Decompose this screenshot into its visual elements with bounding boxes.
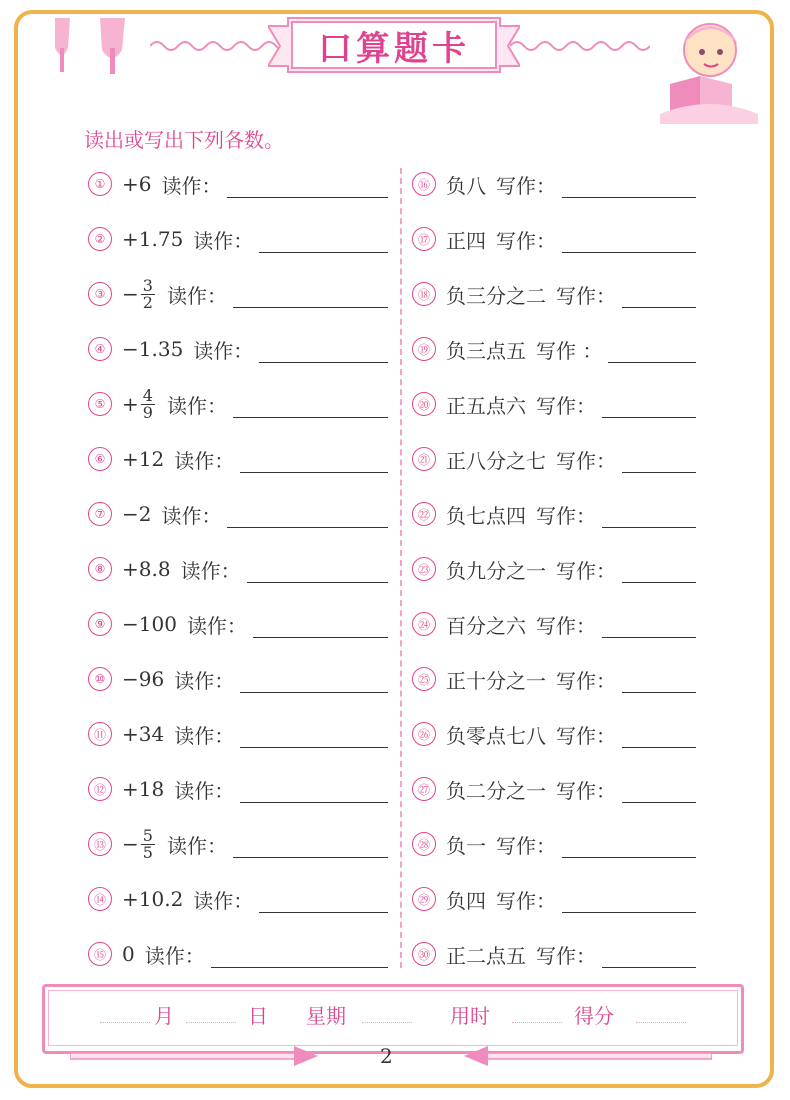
list-item (412, 934, 702, 974)
answer-blank[interactable] (622, 721, 696, 748)
number-words: 负七点四 (446, 503, 526, 528)
number-words: 负三点五 (446, 338, 526, 363)
write-as-label: 写作： (496, 228, 556, 253)
list-item (88, 329, 394, 369)
page-number: 2 (380, 1044, 393, 1068)
write-as-label: 写作： (556, 723, 616, 748)
number-expression: −100 (122, 612, 177, 636)
item-number: ⑪ (88, 722, 112, 746)
number-expression: +12 (122, 447, 165, 471)
list-item (88, 164, 394, 204)
number-expression: +18 (122, 777, 165, 801)
write-as-label: 写作： (536, 503, 596, 528)
fraction (141, 275, 155, 312)
answer-blank[interactable] (240, 776, 388, 803)
list-item (88, 659, 394, 699)
number-words: 负一 (446, 833, 486, 858)
answer-blank[interactable] (608, 336, 696, 363)
weekday-label: 星期 (306, 1004, 346, 1028)
write-as-label: 写作： (556, 448, 616, 473)
answer-blank[interactable] (622, 776, 696, 803)
answer-blank[interactable] (233, 281, 388, 308)
list-item (88, 879, 394, 919)
item-number: ⑧ (88, 557, 112, 581)
fraction (141, 385, 155, 422)
answer-blank[interactable] (622, 666, 696, 693)
fraction-denominator: 5 (142, 842, 153, 862)
read-as-label: 读作： (166, 393, 227, 418)
read-as-label: 读作： (144, 943, 205, 968)
arrow-left-icon (462, 1044, 712, 1068)
answer-blank[interactable] (562, 226, 696, 253)
number-words: 负九分之一 (446, 558, 546, 583)
answer-blank[interactable] (259, 886, 388, 913)
list-item (88, 384, 394, 424)
list-item (412, 604, 702, 644)
score-label: 得分 (574, 1004, 614, 1028)
number-words: 负零点七八 (446, 723, 546, 748)
item-number: ⑳ (412, 392, 436, 416)
number-words: 正十分之一 (446, 668, 546, 693)
answer-blank[interactable] (602, 611, 696, 638)
number-words: 负二分之一 (446, 778, 546, 803)
read-as-label: 读作： (193, 888, 254, 913)
number-expression: +34 (122, 722, 165, 746)
item-number: ㉕ (412, 667, 436, 691)
answer-blank[interactable] (622, 446, 696, 473)
item-number: ⑲ (412, 337, 436, 361)
tree-decoration-icon (40, 18, 160, 78)
read-as-label: 读作： (161, 503, 222, 528)
item-number: ⑦ (88, 502, 112, 526)
write-as-label: 写作： (536, 943, 596, 968)
girl-reading-icon (640, 14, 760, 124)
number-expression: +8.8 (122, 557, 171, 581)
number-words: 正五点六 (446, 393, 526, 418)
item-number: ㉒ (412, 502, 436, 526)
read-as-label: 读作： (174, 723, 235, 748)
number-expression: +1.75 (122, 227, 184, 251)
list-item (88, 934, 394, 974)
list-item (88, 714, 394, 754)
title-banner (268, 16, 520, 74)
number-expression: −1.35 (122, 337, 184, 361)
item-number: ③ (88, 282, 112, 306)
arrow-right-icon (70, 1044, 320, 1068)
answer-blank[interactable] (562, 831, 696, 858)
list-item (412, 769, 702, 809)
list-item (412, 714, 702, 754)
answer-blank[interactable] (562, 886, 696, 913)
day-blank[interactable] (186, 1022, 236, 1023)
number-expression: 0 (122, 942, 135, 966)
item-number: ⑤ (88, 392, 112, 416)
item-number: ㉘ (412, 832, 436, 856)
fraction (141, 825, 155, 862)
footer-record-row (100, 1000, 710, 1030)
answer-blank[interactable] (240, 666, 388, 693)
item-number: ⑬ (88, 832, 112, 856)
fraction-denominator: 9 (142, 402, 153, 422)
item-number: ⑱ (412, 282, 436, 306)
item-number: ⑯ (412, 172, 436, 196)
item-number: ㉖ (412, 722, 436, 746)
item-number: ⑨ (88, 612, 112, 636)
wavy-line-right-icon (510, 36, 650, 56)
item-number: ② (88, 227, 112, 251)
number-words: 负三分之二 (446, 283, 546, 308)
list-item (412, 549, 702, 589)
item-number: ⑮ (88, 942, 112, 966)
list-item (88, 439, 394, 479)
number-sign: − (122, 282, 139, 306)
number-expression: −96 (122, 667, 165, 691)
column-divider (400, 168, 402, 968)
answer-blank[interactable] (211, 941, 388, 968)
read-as-label: 读作： (186, 613, 247, 638)
number-words: 正八分之七 (446, 448, 546, 473)
write-as-label: 写作： (556, 778, 616, 803)
list-item (88, 219, 394, 259)
read-as-label: 读作： (174, 778, 235, 803)
day-label: 日 (248, 1004, 268, 1028)
number-words: 负四 (446, 888, 486, 913)
list-item (88, 824, 394, 864)
number-expression: −2 (122, 502, 152, 526)
list-item (412, 879, 702, 919)
item-number: ㉚ (412, 942, 436, 966)
write-as-label: 写作 ： (536, 338, 603, 363)
time-used-blank[interactable] (512, 1022, 562, 1023)
item-number: ⑭ (88, 887, 112, 911)
fraction-denominator: 2 (142, 292, 153, 312)
number-words: 负八 (446, 173, 486, 198)
number-expression: +10.2 (122, 887, 184, 911)
number-sign: − (122, 832, 139, 856)
fraction-numerator: 3 (142, 275, 153, 295)
item-number: ⑰ (412, 227, 436, 251)
read-as-label: 读作： (193, 338, 254, 363)
item-number: ㉙ (412, 887, 436, 911)
answer-blank[interactable] (227, 501, 388, 528)
read-as-label: 读作： (193, 228, 254, 253)
write-as-label: 写作： (496, 888, 556, 913)
write-as-label: 写作： (496, 173, 556, 198)
item-number: ㉗ (412, 777, 436, 801)
item-number: ⑥ (88, 447, 112, 471)
item-number: ① (88, 172, 112, 196)
answer-blank[interactable] (227, 171, 388, 198)
list-item (412, 219, 702, 259)
instruction-text: 读出或写出下列各数。 (84, 128, 284, 152)
answer-blank[interactable] (240, 446, 388, 473)
answer-blank[interactable] (622, 556, 696, 583)
item-number: ⑫ (88, 777, 112, 801)
score-blank[interactable] (636, 1022, 686, 1023)
read-as-label: 读作： (174, 668, 235, 693)
item-number: ㉔ (412, 612, 436, 636)
read-as-label: 读作： (166, 283, 227, 308)
answer-blank[interactable] (240, 721, 388, 748)
write-as-label: 写作： (556, 558, 616, 583)
number-expression: +6 (122, 172, 152, 196)
answer-blank[interactable] (259, 226, 388, 253)
list-item (88, 604, 394, 644)
answer-blank[interactable] (602, 941, 696, 968)
item-number: ㉓ (412, 557, 436, 581)
write-as-label: 写作： (556, 668, 616, 693)
number-words: 正二点五 (446, 943, 526, 968)
page-title: 口算题卡 (318, 28, 470, 69)
item-number: ④ (88, 337, 112, 361)
read-as-label: 读作： (166, 833, 227, 858)
write-as-label: 写作： (536, 613, 596, 638)
month-label: 月 (154, 1004, 174, 1028)
weekday-blank[interactable] (362, 1022, 412, 1023)
list-item (412, 659, 702, 699)
item-number: ㉑ (412, 447, 436, 471)
read-as-label: 读作： (180, 558, 241, 583)
answer-blank[interactable] (562, 171, 696, 198)
answer-blank[interactable] (622, 281, 696, 308)
list-item (412, 824, 702, 864)
list-item (88, 769, 394, 809)
number-sign: + (122, 392, 139, 416)
answer-blank[interactable] (233, 391, 388, 418)
list-item (412, 384, 702, 424)
month-blank[interactable] (100, 1022, 150, 1023)
list-item (412, 439, 702, 479)
fraction-numerator: 5 (142, 825, 153, 845)
answer-blank[interactable] (253, 611, 388, 638)
list-item (412, 329, 702, 369)
write-as-label: 写作： (536, 393, 596, 418)
list-item (88, 549, 394, 589)
list-item (412, 494, 702, 534)
list-item (412, 274, 702, 314)
write-as-label: 写作： (496, 833, 556, 858)
number-words: 百分之六 (446, 613, 526, 638)
answer-blank[interactable] (602, 391, 696, 418)
answer-blank[interactable] (602, 501, 696, 528)
number-words: 正四 (446, 228, 486, 253)
write-as-label: 写作： (556, 283, 616, 308)
read-as-label: 读作： (161, 173, 222, 198)
read-as-label: 读作： (174, 448, 235, 473)
list-item (88, 274, 394, 314)
list-item (88, 494, 394, 534)
fraction-numerator: 4 (142, 385, 153, 405)
answer-blank[interactable] (259, 336, 388, 363)
time-used-label: 用时 (450, 1004, 490, 1028)
answer-blank[interactable] (247, 556, 388, 583)
answer-blank[interactable] (233, 831, 388, 858)
item-number: ⑩ (88, 667, 112, 691)
list-item (412, 164, 702, 204)
